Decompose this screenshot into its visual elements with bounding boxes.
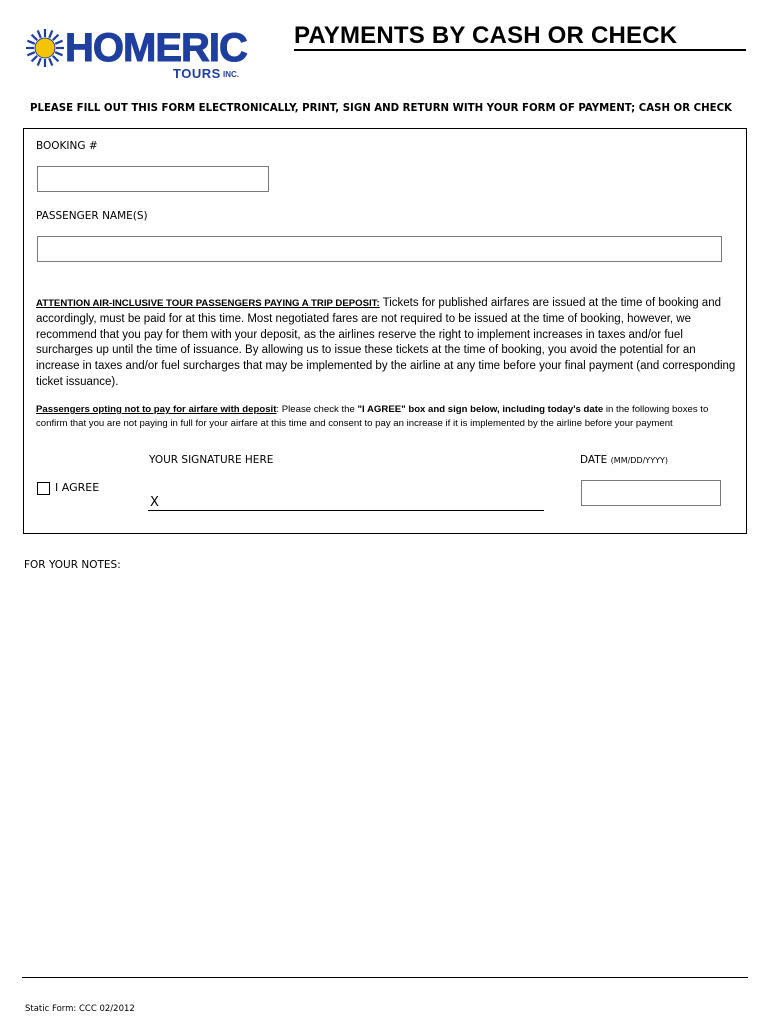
sun-icon [25, 26, 65, 70]
i-agree-label: I AGREE [55, 481, 100, 494]
optout-paragraph [36, 403, 736, 431]
optout-emphasis: "I AGREE" box and sign below, including today's date [357, 404, 604, 415]
footer-divider [22, 977, 748, 978]
homeric-tours-logo [25, 26, 250, 81]
signature-x-mark: X [150, 495, 159, 510]
attention-body: Tickets for published airfares are issued at the time of booking and accordingly, must be paid for at this time. Most negotiated fares are not required to be issued at the time of booking, however, we recommend that you pay for them with your deposit, as the airlines reserve the right to implement increases in taxes and/or fuel surcharges up until the time of issuance. By allowing us to issue these tickets at the time of booking, you avoid the potential for an increase in taxes and/or fuel surcharges that may be implemented by the airline at any time before your final payment (and corresponding ticket issuance). [36, 297, 736, 388]
attention-heading: ATTENTION AIR-INCLUSIVE TOUR PASSENGERS PAYING A TRIP DEPOSIT: [36, 298, 380, 309]
form-instruction: PLEASE FILL OUT THIS FORM ELECTRONICALLY, PRINT, SIGN AND RETURN WITH YOUR FORM OF PAYMENT; CASH OR CHECK [30, 103, 732, 114]
logo-inc-text: INC. [223, 70, 239, 79]
signature-label: YOUR SIGNATURE HERE [149, 454, 274, 466]
signature-line[interactable] [148, 510, 544, 511]
optout-heading: Passengers opting not to pay for airfare with deposit [36, 404, 277, 415]
logo-tours-text: TOURS [173, 66, 221, 81]
date-label-group [580, 454, 668, 466]
logo-wordmark: HOMERIC [65, 26, 247, 70]
date-format-hint: (MM/DD/YYYY) [610, 456, 668, 465]
title-underline [294, 49, 746, 51]
passenger-names-label: PASSENGER NAME(S) [36, 210, 148, 222]
attention-paragraph [36, 296, 736, 391]
optout-text-2: in the following boxes to confirm that you are not paying in full for your airfare at this time and consent to pay an increase if it is implemented by the airline before your payment [36, 404, 709, 429]
passenger-names-field[interactable] [37, 236, 722, 262]
notes-label: FOR YOUR NOTES: [24, 559, 121, 571]
booking-number-field[interactable] [37, 166, 269, 192]
optout-text-1: : Please check the [276, 404, 358, 415]
date-field[interactable] [581, 480, 721, 506]
form-version: Static Form: CCC 02/2012 [25, 1004, 135, 1014]
date-label: DATE [580, 454, 608, 466]
i-agree-checkbox[interactable] [37, 482, 50, 495]
page-title: PAYMENTS BY CASH OR CHECK [294, 22, 678, 49]
booking-label: BOOKING # [36, 140, 98, 152]
